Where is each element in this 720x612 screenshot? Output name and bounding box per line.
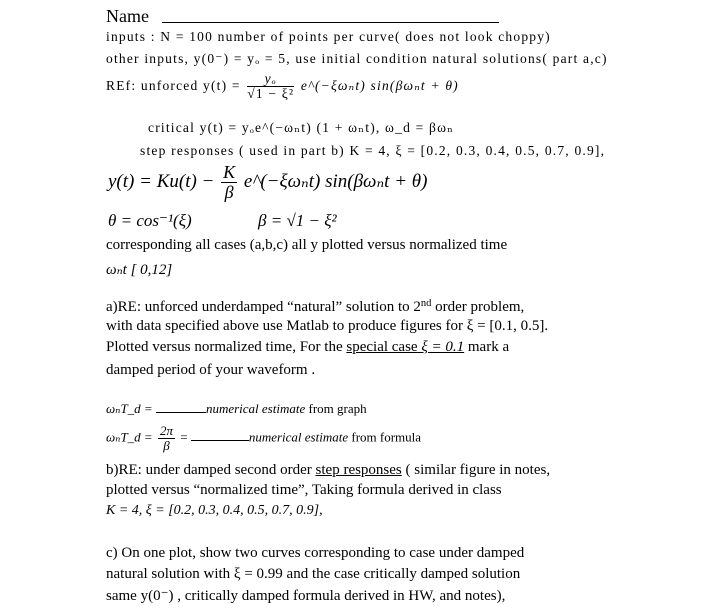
formula-k-fraction xyxy=(221,163,237,203)
part-b-line-1 xyxy=(106,462,550,479)
part-b-line-1-suffix: ( similar figure in notes, xyxy=(401,462,551,478)
ref-critical-formula: critical y(t) = yₒe^(−ωₙt) (1 + ωₙt), ω_d = βωₙ xyxy=(148,120,455,135)
estimate-formula-lhs: ωₙT_d = xyxy=(106,429,153,445)
estimate-formula-denominator: β xyxy=(163,437,170,453)
inputs-other-line: other inputs, y(0⁻) = yₒ = 5, use initial condition natural solutions( part a,c) xyxy=(106,51,608,66)
corresponding-line: corresponding all cases (a,b,c) all y plotted versus normalized time xyxy=(106,237,508,253)
step-responses-text: step responses xyxy=(315,462,402,478)
theta-formula: θ = cos⁻¹(ξ) xyxy=(108,211,192,230)
part-a-line-3-suffix: mark a xyxy=(464,339,510,355)
part-a-line-1-prefix: a)RE: unforced underdamped “natural” solution to 2 xyxy=(106,298,421,315)
name-underline xyxy=(162,22,499,23)
estimate-formula-equals: = xyxy=(180,429,188,445)
estimate-graph-row xyxy=(106,401,367,417)
part-a-line-1-suffix: order problem, xyxy=(431,298,525,315)
part-b-line-3: K = 4, ξ = [0.2, 0.3, 0.4, 0.5, 0.7, 0.9], xyxy=(106,503,323,518)
part-a-line-1 xyxy=(106,298,524,316)
special-case-xi: ξ = 0.1 xyxy=(417,339,465,355)
inputs-n-line: inputs : N = 100 number of points per curve( does not look choppy) xyxy=(106,29,551,44)
formula-lhs: y(t) = Ku(t) − xyxy=(108,171,215,193)
estimate-formula-fraction xyxy=(158,424,175,453)
estimate-graph-from: from graph xyxy=(305,401,367,416)
estimate-formula-numerator: 2π xyxy=(159,423,173,438)
ref-unforced-denominator: √1 − ξ² xyxy=(247,86,295,102)
ref-unforced-label: REf: unforced y(t) = xyxy=(106,78,241,94)
step-response-formula xyxy=(108,163,427,203)
part-a-line-3 xyxy=(106,339,509,356)
estimate-formula-label: numerical estimate xyxy=(248,429,349,445)
formula-k-numerator: K xyxy=(223,162,236,182)
part-b-line-1-prefix: b)RE: under damped second order xyxy=(106,462,316,478)
formula-tail: e^(−ξωₙt) sin(βωₙt + θ) xyxy=(243,171,428,193)
estimate-graph-lhs: ωₙT_d = xyxy=(106,401,153,416)
estimate-graph-blank[interactable] xyxy=(156,412,206,413)
ref-unforced-tail: e^(−ξωₙt) sin(βωₙt + θ) xyxy=(300,78,459,94)
estimate-formula-row xyxy=(106,424,421,453)
part-a-line-2: with data specified above use Matlab to produce figures for ξ = [0.1, 0.5]. xyxy=(106,318,549,334)
part-a-line-3-prefix: Plotted versus normalized time, For the xyxy=(106,339,347,355)
formula-k-denominator: β xyxy=(224,181,234,202)
part-b-line-2: plotted versus “normalized time”, Taking formula derived in class xyxy=(106,482,502,498)
beta-formula: β = √1 − ξ² xyxy=(258,211,337,230)
part-c-line-3: same y(0⁻) , critically damped formula derived in HW, and notes), xyxy=(106,588,506,604)
estimate-formula-from: from formula xyxy=(348,429,422,445)
part-a-line-4: damped period of your waveform . xyxy=(106,362,316,378)
special-case-text: special case xyxy=(346,339,418,355)
estimate-graph-label: numerical estimate xyxy=(205,401,306,416)
ref-step-line: step responses ( used in part b) K = 4, ξ = [0.2, 0.3, 0.4, 0.5, 0.7, 0.9], xyxy=(140,143,606,158)
estimate-formula-blank[interactable] xyxy=(191,440,249,441)
part-a-line-1-sup: nd xyxy=(420,298,432,309)
ref-unforced-formula xyxy=(106,72,459,102)
ref-unforced-numerator: yₒ xyxy=(247,72,294,87)
part-c-line-2: natural solution with ξ = 0.99 and the case critically damped solution xyxy=(106,566,521,582)
normalized-time-range: ωₙt [ 0,12] xyxy=(106,262,173,278)
part-c-line-1: c) On one plot, show two curves corresponding to case under damped xyxy=(106,545,525,561)
name-label: Name xyxy=(106,6,149,26)
ref-unforced-fraction xyxy=(247,72,294,102)
